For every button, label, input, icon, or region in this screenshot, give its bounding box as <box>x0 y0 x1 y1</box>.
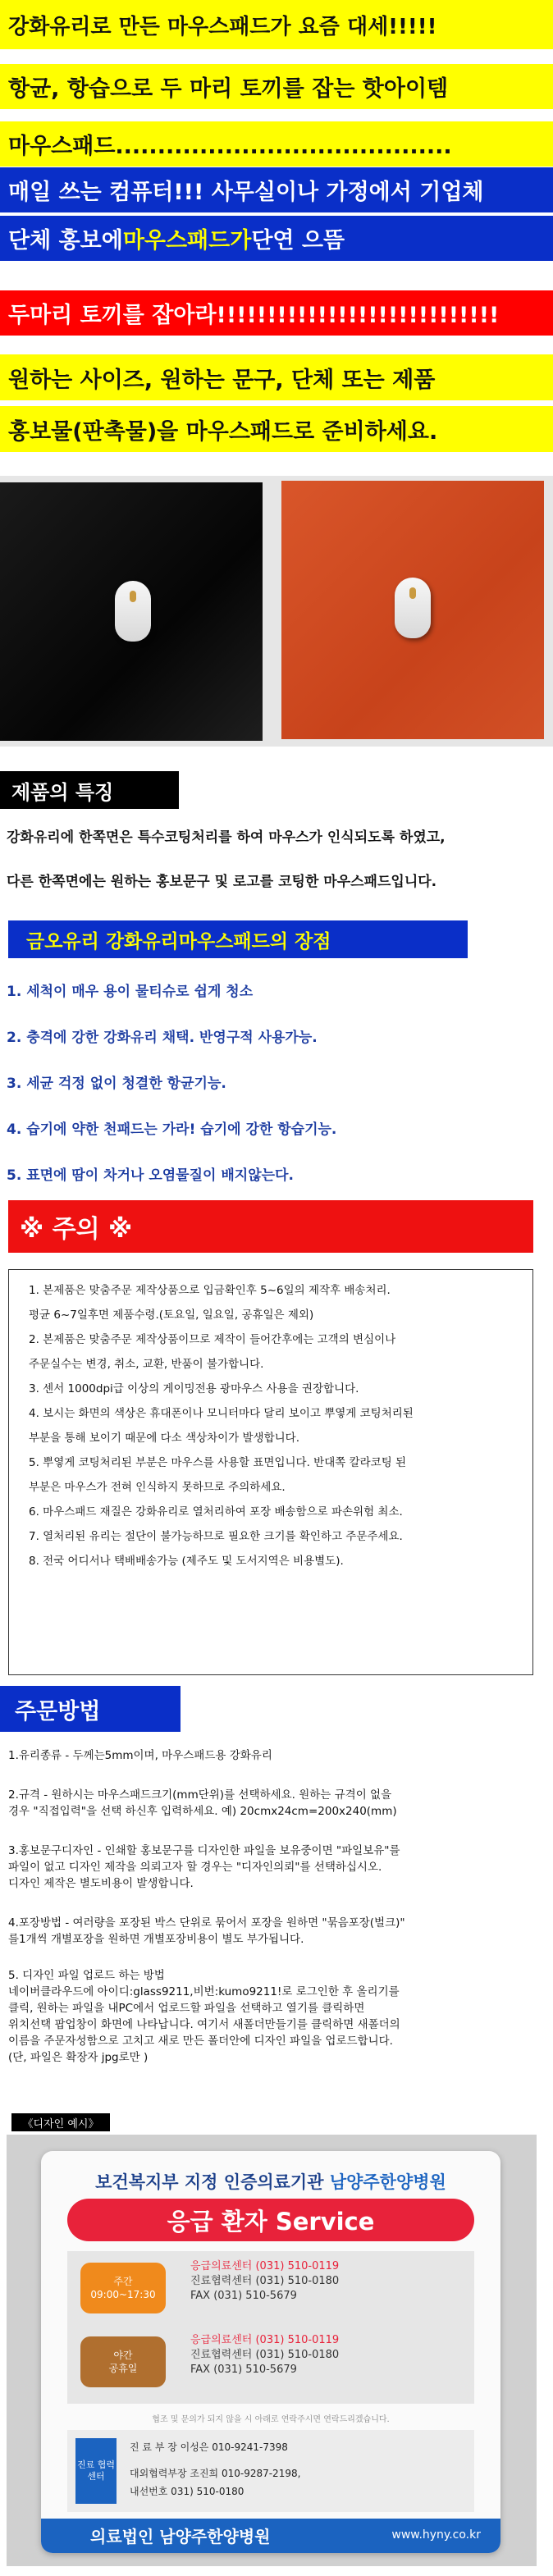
order-line: 1.유리종류 - 두께는5mm이며, 마우스패드용 강화유리 <box>8 1749 272 1762</box>
notice-line: 7. 열처리된 유리는 절단이 불가능하므로 필요한 크기를 확인하고 주문주세요. <box>29 1530 403 1543</box>
contact-line: 진 료 부 장 이성은 010-9241-7398 <box>130 2441 288 2453</box>
advantage-item: 4. 습기에 약한 천패드는 가라! 습기에 강한 항습기능. <box>7 1121 337 1138</box>
example-hospital: 남양주한양병원 <box>329 2172 446 2192</box>
order-step-1 <box>8 1747 546 1764</box>
headline-banner-7: 원하는 사이즈, 원하는 문구, 단체 또는 제품 <box>0 354 553 400</box>
notice-line: 부분은 마우스가 전혀 인식하지 못하므로 주의하세요. <box>29 1481 286 1494</box>
order-line: 4.포장방법 - 여러량을 포장된 박스 단위로 묶어서 포장을 원하면 "묶음포장(벌크)" <box>8 1916 405 1930</box>
orange-mousepad-image <box>281 481 544 739</box>
order-step-2 <box>8 1787 546 1820</box>
example-note: 협조 및 문의가 되지 않을 시 아래로 연락주시면 연락드리겠습니다. <box>152 2415 390 2424</box>
day-slot-badge <box>80 2263 166 2313</box>
example-footer-url: www.hyny.co.kr <box>391 2528 481 2542</box>
features-line-1: 강화유리에 한쪽면은 특수코팅처리를 하여 마우스가 인식되도록 하였고, <box>7 829 446 846</box>
night-slot-time: 공휴일 <box>108 2363 138 2374</box>
order-step-5 <box>8 1967 546 2066</box>
contact-line: 내선번호 031) 510-0180 <box>130 2486 245 2497</box>
phone-line: 응급의료센터 (031) 510-0119 <box>190 2334 340 2346</box>
notice-line: 5. 뿌옇게 코팅처리된 부분은 마우스를 사용할 표면입니다. 반대쪽 칼라코팅 된 <box>29 1456 407 1469</box>
order-line: 2.규격 - 원하시는 마우스패드크기(mm단위)를 선택하세요. 원하는 규격이 없을 <box>8 1788 392 1802</box>
mouse-icon <box>395 578 431 638</box>
headline-banner-3: 마우스패드........................................ <box>0 121 553 167</box>
notice-box <box>8 1269 533 1675</box>
notice-line: 부분을 통해 보이기 때문에 다소 색상차이가 발생합니다. <box>29 1432 299 1445</box>
day-slot-time: 09:00~17:30 <box>90 2289 156 2300</box>
notice-line: 6. 마우스패드 재질은 강화유리로 열처리하여 포장 배송함으로 파손위험 최소. <box>29 1505 403 1519</box>
day-slot-lines <box>190 2259 339 2304</box>
order-line: 위치선택 팝업창이 화면에 나타납니다. 여기서 새폴더만들기를 클릭하면 새폴더의 <box>8 2018 400 2031</box>
example-contact-badge: 진료 협력 센터 <box>75 2438 117 2504</box>
notice-line: 4. 보시는 화면의 색상은 휴대폰이나 모니터마다 달리 보이고 뿌옇게 코팅처리된 <box>29 1407 414 1420</box>
order-line: 디자인 제작은 별도비용이 발생합니다. <box>8 1877 194 1890</box>
phone-line: 응급의료센터 (031) 510-0119 <box>190 2260 340 2272</box>
order-step-4 <box>8 1915 546 1948</box>
notice-line: 3. 센서 1000dpi급 이상의 게이밍전용 광마우스 사용을 권장합니다. <box>29 1382 359 1395</box>
night-slot-lines <box>190 2333 339 2377</box>
phone-line: FAX (031) 510-5679 <box>190 2290 297 2302</box>
headline-banner-2: 항균, 항습으로 두 마리 토끼를 잡는 핫아이템 <box>0 64 553 109</box>
headline-5-post: 단연 으뜸 <box>251 228 345 253</box>
night-slot-name: 야간 <box>113 2350 133 2361</box>
order-line: 경우 "직접입력"을 선택 하신후 입력하세요. 예) 20cmx24cm=200x240(mm) <box>8 1805 397 1818</box>
product-photo <box>0 476 553 747</box>
features-line-2: 다른 한쪽면에는 원하는 홍보문구 및 로고를 코팅한 마우스패드입니다. <box>7 874 437 890</box>
order-line: 를1개씩 개별포장을 원하면 개별포장비용이 별도 부가됩니다. <box>8 1933 304 1946</box>
order-step-3 <box>8 1843 546 1892</box>
example-banner: 응급 환자 Service <box>67 2199 474 2241</box>
advantage-item: 1. 세척이 매우 용이 물티슈로 쉽게 청소 <box>7 984 254 1000</box>
example-hours-box <box>67 2251 474 2404</box>
notice-line: 평균 6~7일후면 제품수령.(토요일, 일요일, 공휴일은 제외) <box>29 1309 314 1322</box>
order-line: 파일이 없고 디자인 제작을 의뢰고자 할 경우는 "디자인의뢰"를 선택하십시오. <box>8 1861 382 1874</box>
phone-line: 진료협력센터 (031) 510-0180 <box>190 2349 340 2361</box>
order-line: 클릭, 원하는 파일을 내PC에서 업로드할 파일을 선택하고 열기를 클릭하면 <box>8 2002 365 2015</box>
headline-5-pre: 단체 홍보에 <box>8 228 123 253</box>
example-footer <box>41 2519 500 2553</box>
order-line: 이름을 주문자성함으로 고치고 새로 만든 폴더안에 디자인 파일을 업로드합니다. <box>8 2035 393 2048</box>
mouse-icon <box>115 581 151 642</box>
features-title: 제품의 특징 <box>0 771 179 809</box>
order-line: 5. 디자인 파일 업로드 하는 방법 <box>8 1969 165 1982</box>
example-header <box>41 2169 500 2194</box>
night-slot-badge <box>80 2336 166 2387</box>
notice-title: ※ 주의 ※ <box>8 1200 533 1253</box>
example-contact-box <box>67 2430 474 2512</box>
example-footer-logo: 의료법인 남양주한양병원 <box>90 2527 271 2546</box>
design-example-label: 《디자인 예시》 <box>11 2113 110 2131</box>
headline-banner-1: 강화유리로 만든 마우스패드가 요즘 대세!!!!! <box>0 0 553 49</box>
notice-line: 1. 본제품은 맞춤주문 제작상품으로 입금확인후 5~6일의 제작후 배송처리. <box>29 1284 391 1297</box>
advantages-title: 금오유리 강화유리마우스패드의 장점 <box>8 920 468 958</box>
order-line: 3.홍보문구디자인 - 인쇄할 홍보문구를 디자인한 파일을 보유중이면 "파일보유"를 <box>8 1844 400 1857</box>
advantage-item: 2. 충격에 강한 강화유리 채택. 반영구적 사용가능. <box>7 1030 318 1046</box>
phone-line: 진료협력센터 (031) 510-0180 <box>190 2275 340 2287</box>
phone-line: FAX (031) 510-5679 <box>190 2364 297 2376</box>
notice-line: 8. 전국 어디서나 택배배송가능 (제주도 및 도서지역은 비용별도). <box>29 1555 344 1568</box>
order-line: (단, 파일은 확장자 jpg로만 ) <box>8 2051 149 2064</box>
order-line: 네이버클라우드에 아이디:glass9211,비번:kumo9211!로 로그인한 후 올리기를 <box>8 1985 400 1998</box>
headline-5-highlight: 마우스패드가 <box>122 228 252 253</box>
headline-banner-8: 홍보물(판촉물)을 마우스패드로 준비하세요. <box>0 406 553 452</box>
headline-banner-4: 매일 쓰는 컴퓨터!!! 사무실이나 가정에서 기업체 <box>0 167 553 212</box>
advantage-item: 3. 세균 걱정 없이 청결한 항균기능. <box>7 1076 226 1092</box>
advantage-item: 5. 표면에 땀이 차거나 오염물질이 배지않는다. <box>7 1167 294 1184</box>
black-mousepad-image <box>0 482 263 741</box>
headline-banner-6: 두마리 토끼를 잡아라!!!!!!!!!!!!!!!!!!!!!!!!!!!! <box>0 290 553 336</box>
notice-line: 주문실수는 변경, 취소, 교환, 반품이 불가합니다. <box>29 1358 264 1371</box>
order-title: 주문방법 <box>0 1686 181 1732</box>
headline-banner-5 <box>0 216 553 261</box>
design-example-image <box>7 2135 537 2566</box>
example-mousepad <box>41 2151 500 2553</box>
notice-line: 2. 본제품은 맞춤주문 제작상품이므로 제작이 들어간후에는 고객의 변심이나 <box>29 1333 396 1346</box>
day-slot-name: 주간 <box>113 2276 133 2287</box>
example-certified: 보건복지부 지정 인증의료기관 <box>95 2172 324 2192</box>
contact-line: 대외협력부장 조진희 010-9287-2198, <box>130 2468 301 2479</box>
